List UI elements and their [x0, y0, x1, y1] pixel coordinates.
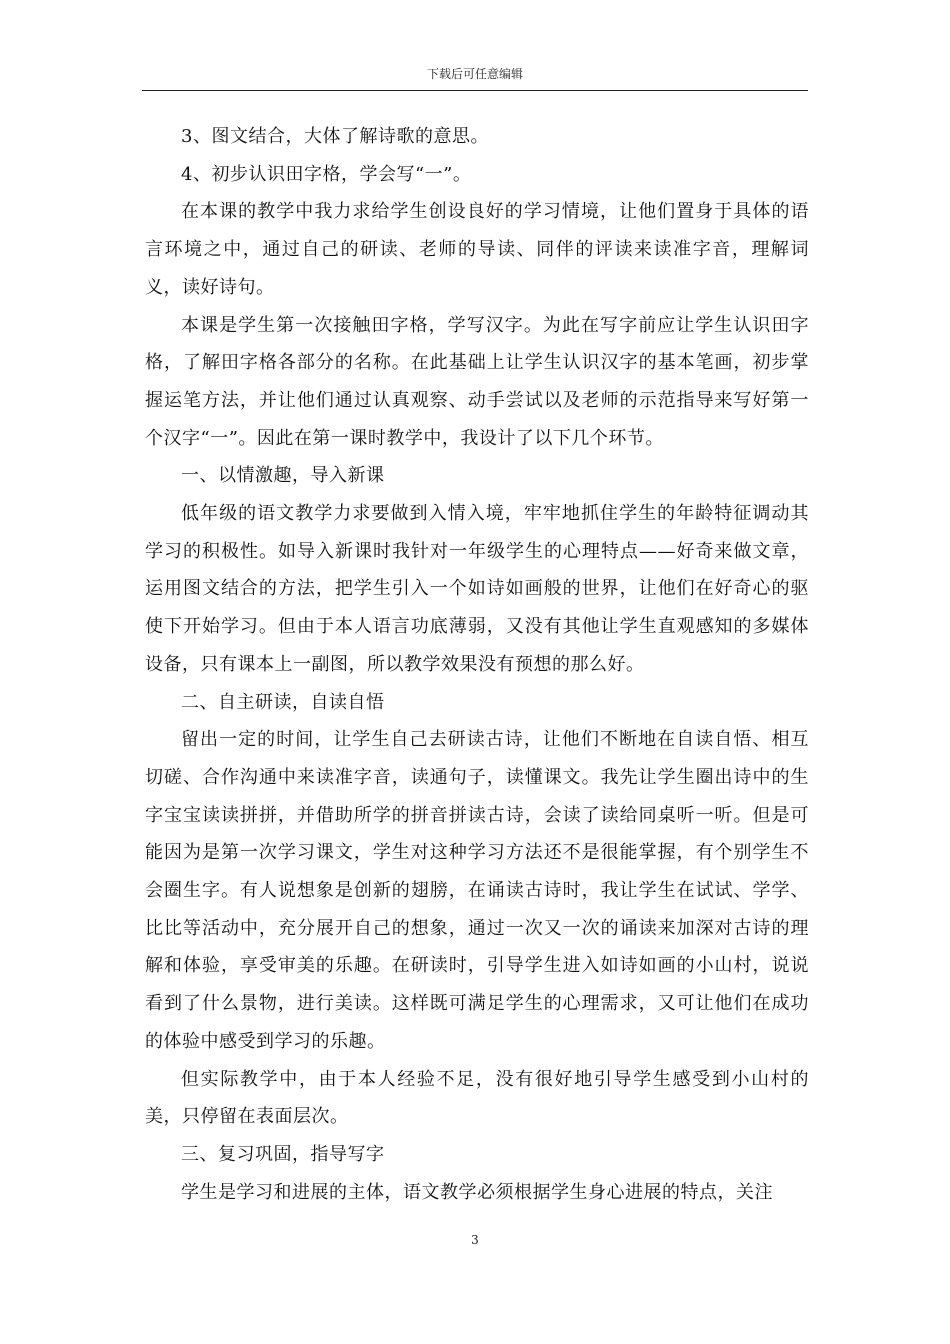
page-header: 下载后可任意编辑: [426, 67, 523, 81]
section-heading-3: 三、复习巩固，指导写字: [181, 1143, 385, 1165]
list-item-goal-3: 3、图文结合，大体了解诗歌的意思。: [181, 126, 489, 147]
header-divider: [142, 90, 808, 91]
page-number: 3: [471, 1233, 479, 1247]
body-text: [145, 118, 809, 1211]
paragraph-intro: 在本课的教学中我力求给学生创设良好的学习情境，让他们置身于具体的语言环境之中，通过自己的研读、老师的导读、同伴的评读来读准字音，理解词义，读好诗句。: [145, 201, 809, 298]
section-heading-2: 二、自主研读，自读自悟: [181, 691, 385, 713]
list-item-goal-4: 4、初步认识田字格，学会写“一”。: [181, 163, 472, 185]
paragraph-tianzige: 本课是学生第一次接触田字格，学写汉字。为此在写字前应让学生认识田字格，了解田字格各部分的名称。在此基础上让学生认识汉字的基本笔画，初步掌握运笔方法，并让他们通过认真观察、动手尝试以及老师的示范指导来写好第一个汉字“一”。因此在第一课时教学中，我设计了以下几个环节。: [145, 314, 809, 449]
paragraph-section-3: 学生是学习和进展的主体，语文教学必须根据学生身心进展的特点，关注: [181, 1181, 773, 1203]
paragraph-reflection: 但实际教学中，由于本人经验不足，没有很好地引导学生感受到小山村的美，只停留在表面层次。: [145, 1068, 809, 1128]
paragraph-section-1: 低年级的语文教学力求要做到入情入境，牢牢地抓住学生的年龄特征调动其学习的积极性。如导入新课时我针对一年级学生的心理特点——好奇来做文章，运用图文结合的方法，把学生引入一个如诗如画般的世界，让他们在好奇心的驱使下开始学习。但由于本人语言功底薄弱，又没有其他让学生直观感知的多媒体设备，只有课本上一副图，所以教学效果没有预想的那么好。: [145, 503, 809, 675]
section-heading-1: 一、以情激趣，导入新课: [181, 465, 385, 487]
paragraph-section-2: 留出一定的时间，让学生自己去研读古诗，让他们不断地在自读自悟、相互切磋、合作沟通中来读准字音，读通句子，读懂课文。我先让学生圈出诗中的生字宝宝读读拼拼，并借助所学的拼音拼读古诗，会读了读给同桌听一听。但是可能因为是第一次学习课文，学生对这种学习方法还不是很能掌握，有个别学生不会圈生字。有人说想象是创新的翅膀，在诵读古诗时，我让学生在试试、学学、比比等活动中，充分展开自己的想象，通过一次又一次的诵读来加深对古诗的理解和体验，享受审美的乐趣。在研读时，引导学生进入如诗如画的小山村，说说看到了什么景物，进行美读。这样既可满足学生的心理需求，又可让他们在成功的体验中感受到学习的乐趣。: [145, 729, 809, 1052]
